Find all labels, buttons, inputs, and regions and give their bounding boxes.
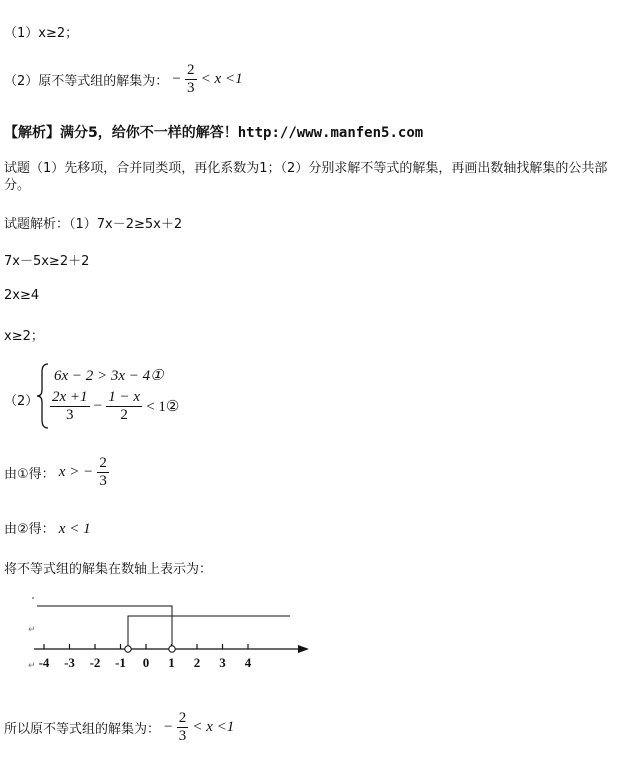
numberline-tick-label: 4	[244, 655, 252, 670]
analysis-banner: 满分5，给你不一样的解答！	[60, 125, 238, 141]
part2-fraction-den: 3	[187, 80, 195, 96]
numberline-tick-label: 1	[168, 655, 175, 670]
system-brace	[36, 362, 50, 430]
numberline-tick-labels	[39, 655, 252, 670]
conclusion-num: 2	[178, 710, 187, 726]
numberline-dot	[32, 597, 34, 599]
from-eq2	[4, 518, 91, 538]
numberline-arrow-icon	[298, 645, 309, 653]
part2-rest: < x <1	[200, 71, 243, 87]
conclusion-fraction	[177, 710, 189, 745]
part2-minus: −	[172, 71, 181, 87]
solution-step-2: 7x－5x≥2＋2	[4, 254, 90, 269]
system-label: （2）	[4, 394, 39, 409]
hint-paragraph: 试题（1）先移项，合并同类项，再化系数为1；（2）分别求解不等式的解集，再画出数轴找解集的公共部分。	[4, 161, 608, 193]
eq2-fraction-2-den: 2	[120, 407, 128, 423]
number-line	[22, 592, 322, 672]
numberline-return-mark-bottom: ↵	[28, 661, 36, 671]
region-x-less-than-1	[37, 606, 172, 648]
part1-answer: （1）x≥2；	[4, 26, 79, 41]
solution-step-1: 试题解析：（1）7x－2≥5x＋2	[4, 217, 183, 232]
numberline-caption: 将不等式组的解集在数轴上表示为：	[4, 562, 213, 577]
open-point-minus-1	[125, 646, 131, 652]
numberline-tick-label: 0	[142, 655, 150, 670]
conclusion-minus: −	[164, 719, 173, 735]
numberline-tick-label: -2	[89, 655, 101, 670]
region-x-greater-than-minus-1	[128, 616, 290, 648]
analysis-heading: 【解析】	[4, 125, 60, 141]
open-point-1	[169, 646, 175, 652]
numberline-tick-label: 2	[193, 655, 201, 670]
from-eq1-fraction	[97, 455, 109, 490]
conclusion-den: 3	[178, 728, 187, 744]
analysis-header	[4, 122, 423, 142]
part2-answer	[4, 62, 243, 97]
eq2-fraction-1-den: 3	[66, 407, 74, 423]
from-eq1-prefix: 由①得：	[4, 467, 55, 482]
from-eq1-den: 3	[99, 473, 107, 489]
from-eq1-lhs: x > −	[58, 464, 94, 480]
conclusion-rest: < x <1	[192, 719, 235, 735]
from-eq2-prefix: 由②得：	[4, 522, 55, 537]
eq2-fraction-2-num: 1 − x	[108, 389, 141, 405]
part2-fraction	[185, 62, 197, 97]
numberline-return-mark-top: ↵	[28, 625, 36, 635]
conclusion	[4, 710, 234, 745]
eq2-fraction-1	[50, 389, 90, 424]
numberline-tick-label: -4	[38, 655, 50, 670]
numberline-tick-label: -1	[115, 655, 126, 670]
from-eq2-math: x < 1	[58, 521, 91, 537]
eq2-rest: < 1②	[146, 399, 180, 415]
conclusion-prefix: 所以原不等式组的解集为：	[4, 722, 161, 737]
from-eq1-num: 2	[99, 455, 107, 471]
eq2-fraction-2	[106, 389, 142, 424]
eq2-fraction-1-num: 2x +1	[52, 389, 88, 405]
part2-fraction-num: 2	[187, 62, 195, 78]
numberline-ticks	[44, 644, 248, 649]
solution-step-3: 2x≥4	[4, 288, 40, 303]
solution-step-4: x≥2；	[4, 329, 44, 344]
system-eq-1: 6x − 2 > 3x − 4①	[54, 368, 164, 384]
part2-answer-prefix: （2）原不等式组的解集为：	[4, 74, 169, 89]
numberline-tick-label: 3	[219, 655, 226, 670]
numberline-tick-label: -3	[64, 655, 75, 670]
system-eq-2	[50, 389, 179, 424]
from-eq1	[4, 455, 109, 490]
analysis-url[interactable]: http://www.manfen5.com	[237, 125, 424, 141]
eq2-minus: −	[93, 398, 103, 414]
